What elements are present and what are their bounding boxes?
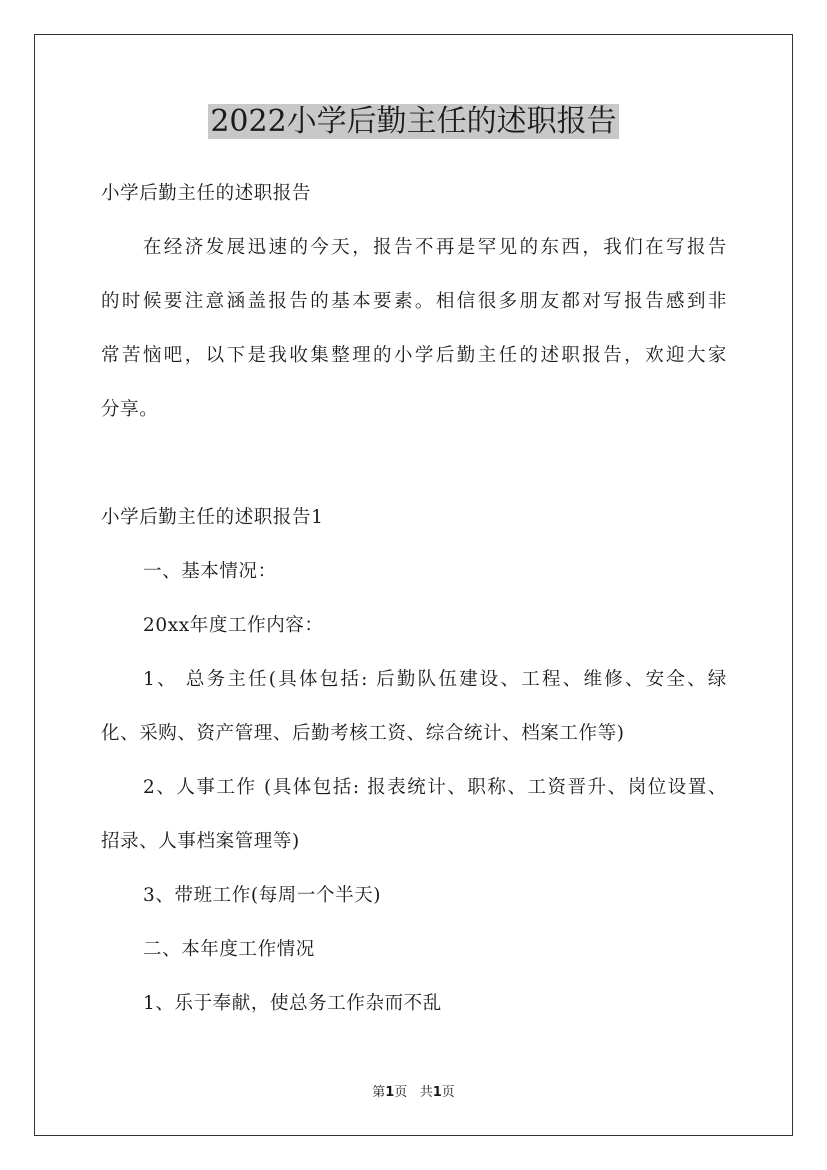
paragraph-line-1: 在经济发展迅速的今天，报告不再是罕见的东西，我们在写报告 (143, 237, 727, 258)
footer-total-prefix: 共 (419, 1085, 433, 1100)
page-footer (0, 1085, 827, 1101)
annual-work-item-1: 1、乐于奉献，使总务工作杂而不乱 (143, 993, 442, 1014)
item-3-line: 3、带班工作(每周一个半天) (143, 885, 382, 906)
subtitle-line: 小学后勤主任的述职报告 (101, 183, 312, 204)
document-title-text: 2022小学后勤主任的述职报告 (210, 104, 617, 139)
annual-work-heading: 二、本年度工作情况 (143, 939, 315, 960)
work-content-heading: 20xx年度工作内容： (143, 615, 324, 636)
document-title (0, 102, 827, 142)
paragraph-line-4: 分享。 (101, 399, 159, 420)
paragraph-line-3: 常苦恼吧，以下是我收集整理的小学后勤主任的述职报告，欢迎大家 (101, 345, 727, 366)
item-2-line-2: 招录、人事档案管理等) (101, 831, 300, 852)
item-1-line-2: 化、采购、资产管理、后勤考核工资、综合统计、档案工作等) (101, 723, 625, 744)
footer-page-current: 1 (385, 1085, 395, 1100)
item-2-line-1: 2、人事工作 (具体包括: 报表统计、职称、工资晋升、岗位设置、 (143, 777, 727, 798)
footer-page-prefix: 第 (372, 1085, 386, 1100)
footer-page-total: 1 (432, 1085, 442, 1100)
item-1-line-1: 1、 总务主任(具体包括: 后勤队伍建设、工程、维修、安全、绿 (143, 669, 727, 690)
basic-situation-heading: 一、基本情况： (143, 561, 277, 582)
footer-page-unit: 页 (394, 1085, 408, 1100)
paragraph-line-2: 的时候要注意涵盖报告的基本要素。相信很多朋友都对写报告感到非 (101, 291, 727, 312)
section-heading: 小学后勤主任的述职报告1 (101, 507, 324, 528)
footer-total-unit: 页 (441, 1085, 455, 1100)
